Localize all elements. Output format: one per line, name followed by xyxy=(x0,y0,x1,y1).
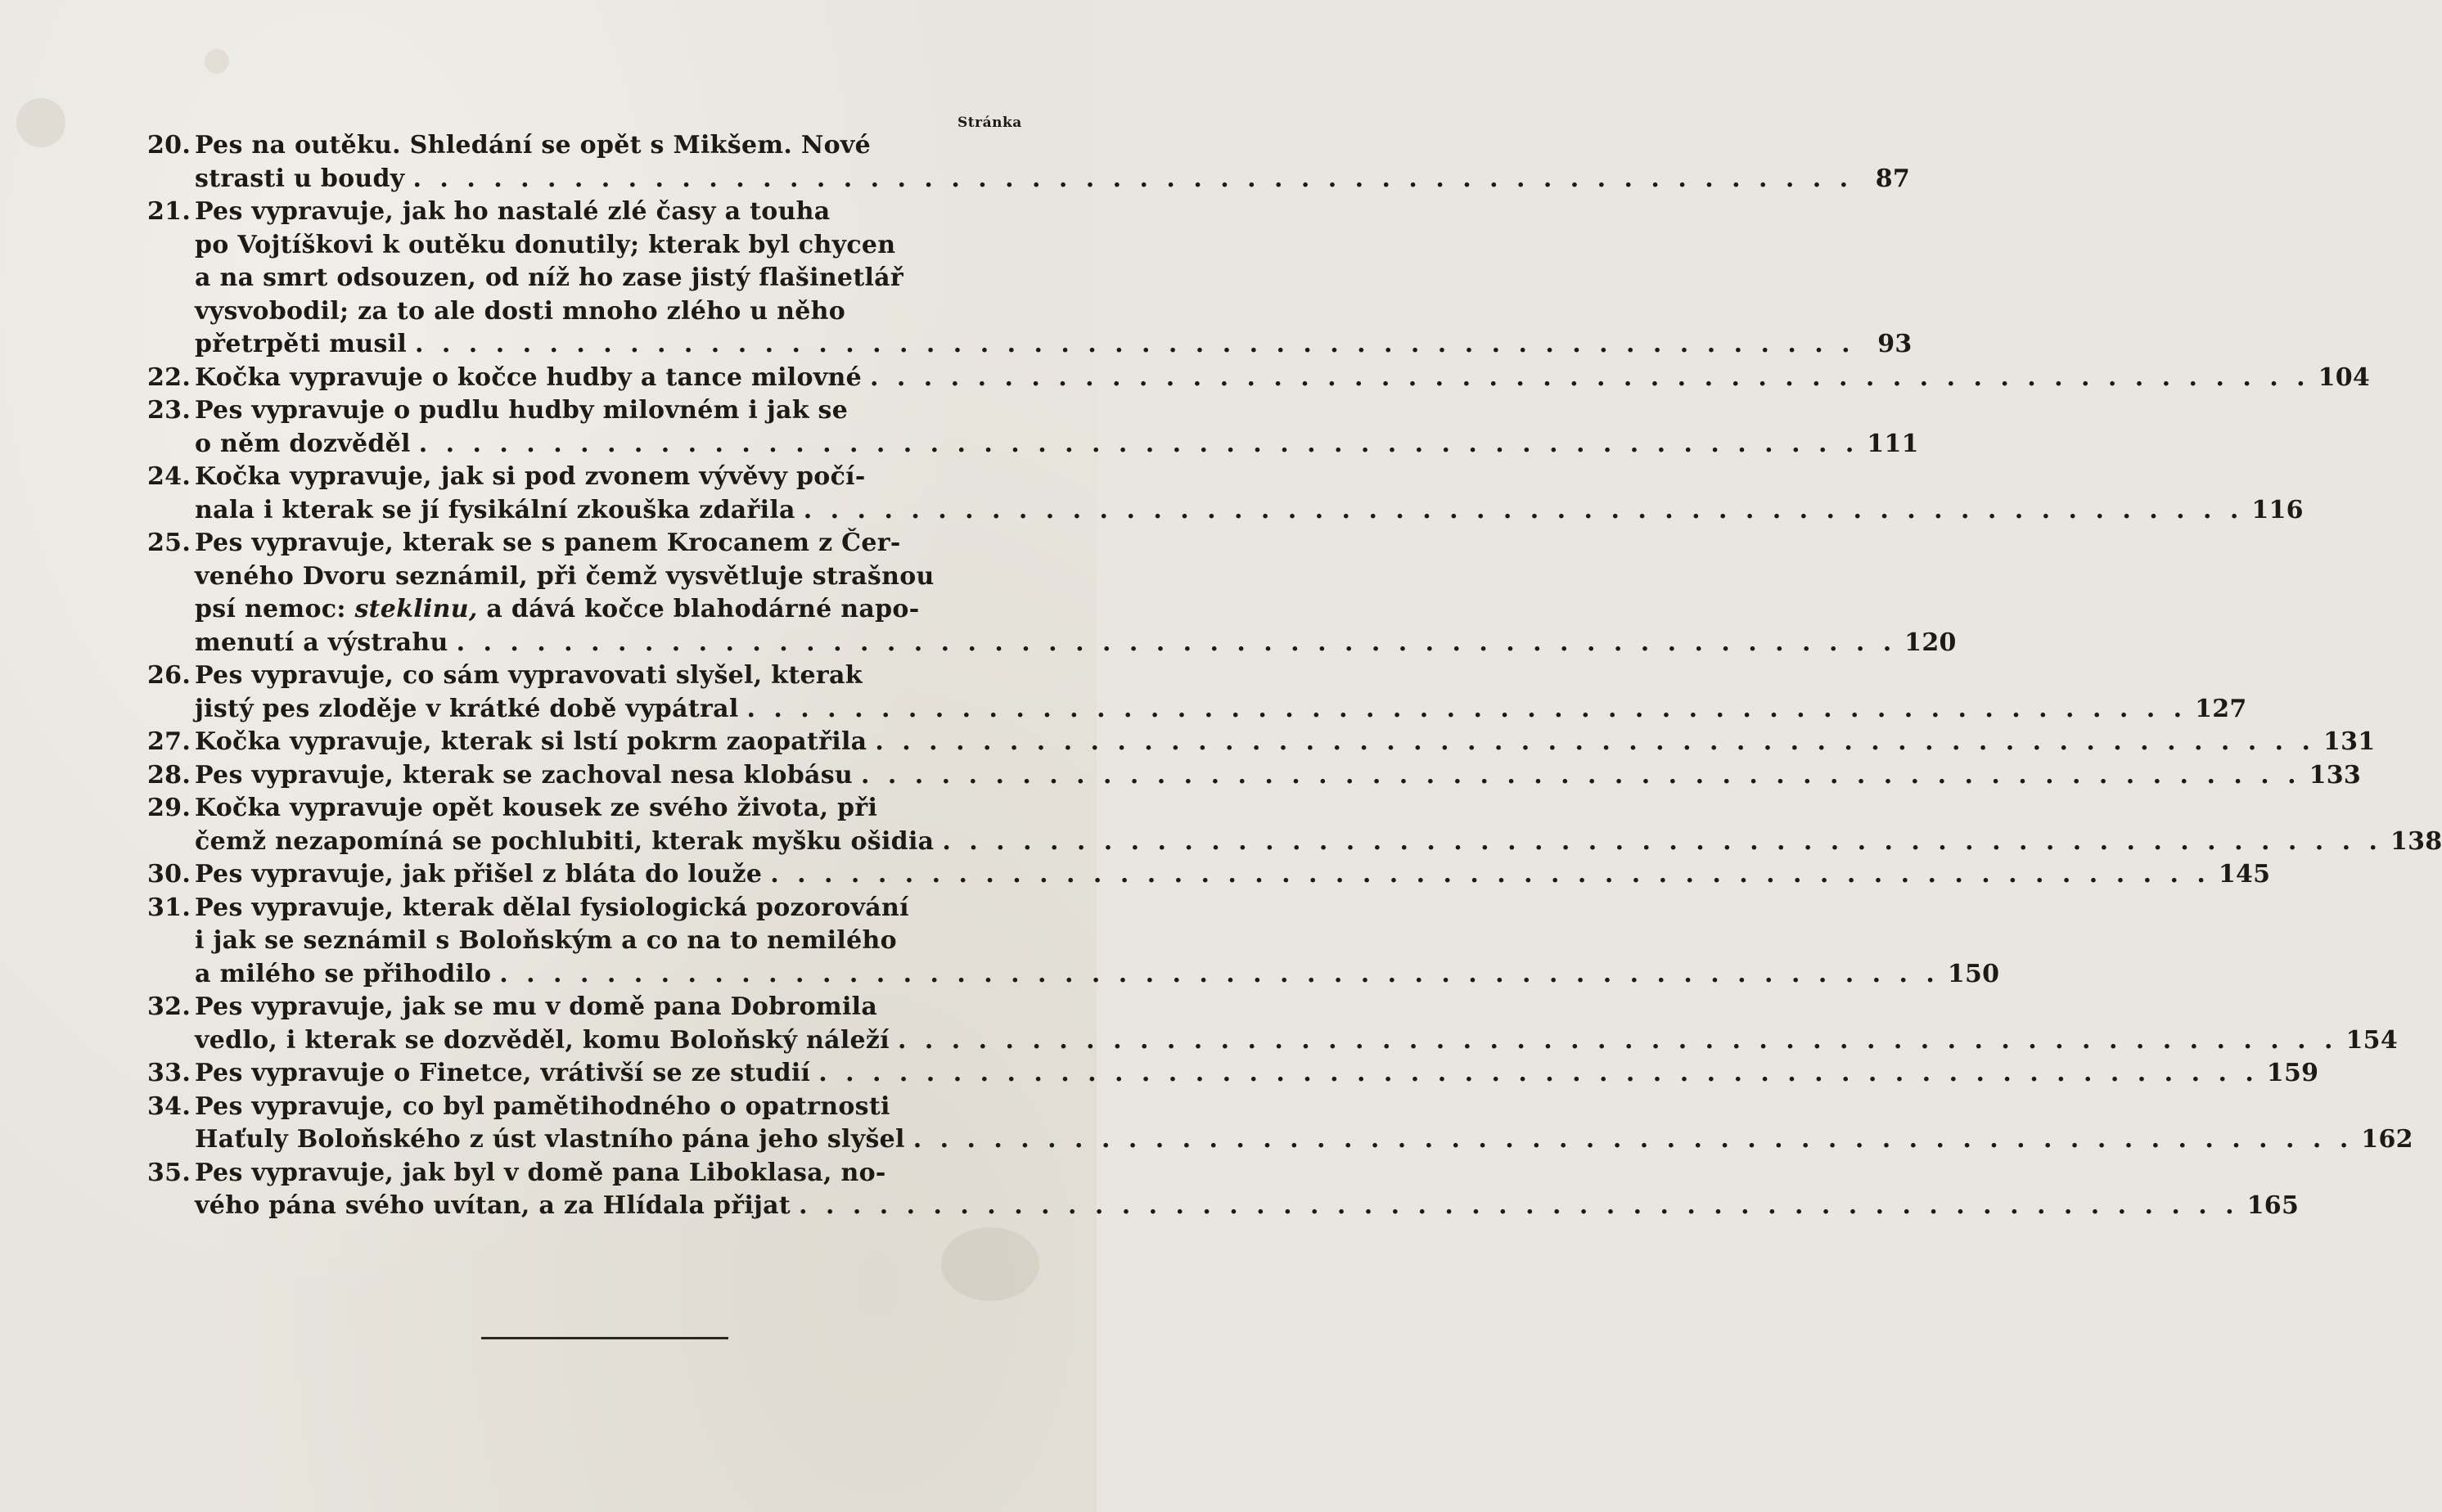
entry-text-line: jistý pes zloděje v krátké době vypátral xyxy=(195,694,739,723)
entry-body xyxy=(195,394,1919,461)
dot-leader xyxy=(942,826,2382,858)
entry-text-line: nala i kterak se jí fysikální zkouška zdařila xyxy=(195,495,795,524)
entry-last-line xyxy=(195,1123,2413,1157)
dot-leader xyxy=(419,428,1859,461)
entry-last-line xyxy=(195,759,2361,793)
dot-leader xyxy=(747,693,2187,726)
entry-body xyxy=(195,726,2375,759)
entry-text-line: strasti u boudy xyxy=(195,164,405,193)
entry-text-line: Pes vypravuje, jak přišel z bláta do louže xyxy=(195,860,763,889)
entry-last-line xyxy=(195,163,1910,196)
entry-last-line xyxy=(195,362,2370,395)
entry-number: 35. xyxy=(147,1158,191,1187)
toc-entry xyxy=(147,858,2271,892)
entry-text-line: vého pána svého uvítan, a za Hlídala přijat xyxy=(195,1191,791,1220)
entry-last-line xyxy=(195,693,2247,727)
entry-page-number: 127 xyxy=(2195,694,2247,723)
entry-page-number: 162 xyxy=(2361,1125,2413,1154)
paper-stain xyxy=(941,1227,1039,1301)
entry-text-segment: psí nemoc: xyxy=(195,595,355,623)
toc-entry xyxy=(147,759,2362,793)
entry-page-number: 154 xyxy=(2345,1025,2399,1055)
dot-leader xyxy=(861,759,2301,792)
entry-body xyxy=(195,659,2247,726)
entry-number: 29. xyxy=(147,794,191,822)
entry-text-segment: a dává kočce blahodárné napo- xyxy=(477,595,920,623)
closing-rule xyxy=(481,1337,728,1339)
entry-body xyxy=(195,1157,2299,1223)
entry-last-line xyxy=(195,1057,2318,1091)
entry-last-line xyxy=(195,826,2442,859)
dot-leader xyxy=(870,362,2310,394)
dot-leader xyxy=(898,1024,2338,1057)
entry-body xyxy=(195,858,2270,892)
entry-page-number: 120 xyxy=(1904,628,1957,657)
entry-text-line: veného Dvoru seznámil, při čemž vysvětluje strašnou xyxy=(195,561,935,591)
entry-text-line: o něm dozvěděl xyxy=(195,429,411,458)
entry-text-line: Pes vypravuje, jak ho nastalé zlé časy a touha xyxy=(195,197,831,226)
toc-entry xyxy=(147,362,2371,395)
entry-page-number: 104 xyxy=(2318,362,2371,392)
entry-page-number: 111 xyxy=(1867,429,1919,458)
dot-leader xyxy=(818,1057,2259,1090)
dot-leader xyxy=(799,1190,2239,1222)
entry-text-line: Pes vypravuje, kterak se zachoval nesa klobásu xyxy=(195,760,854,790)
entry-text-line: Kočka vypravuje, jak si pod zvonem vývěvy počí- xyxy=(195,462,866,491)
entry-text-line: Pes vypravuje o pudlu hudby milovném i jak se xyxy=(195,396,849,425)
dot-leader xyxy=(875,726,2315,758)
entry-text-line: menutí a výstrahu xyxy=(195,628,448,657)
entry-number: 34. xyxy=(147,1091,191,1121)
entry-body xyxy=(195,1091,2413,1157)
entry-body xyxy=(195,362,2370,395)
entry-last-line xyxy=(195,494,2304,528)
table-of-contents xyxy=(147,129,2442,1223)
entry-last-line xyxy=(195,627,1957,660)
entry-text-line: Pes vypravuje, co sám vypravovati slyšel, kterak xyxy=(195,661,863,690)
entry-body xyxy=(195,1057,2318,1091)
entry-number: 26. xyxy=(147,661,191,690)
entry-text-line: Pes na outěku. Shledání se opět s Mikšem. Nové xyxy=(195,131,872,160)
entry-page-number: 87 xyxy=(1875,164,1911,193)
entry-page-number: 145 xyxy=(2218,860,2271,889)
entry-page-number: 133 xyxy=(2309,760,2362,790)
entry-number: 33. xyxy=(147,1059,191,1087)
entry-number: 28. xyxy=(147,760,191,790)
dot-leader xyxy=(499,958,1940,991)
entry-page-number: 93 xyxy=(1877,330,1913,358)
entry-text-line: Pes vypravuje o Finetce, vrátivší se ze studií xyxy=(195,1059,811,1087)
entry-text-line: Kočka vypravuje opět kousek ze svého života, při xyxy=(195,794,878,822)
entry-last-line xyxy=(195,1024,2398,1058)
entry-page-number: 159 xyxy=(2266,1059,2319,1087)
entry-last-line xyxy=(195,328,1913,362)
entry-text-line: Pes vypravuje, kterak dělal fysiologická pozorování xyxy=(195,893,909,922)
toc-entry xyxy=(147,726,2376,759)
entry-text-line: a milého se přihodilo xyxy=(195,959,492,988)
entry-text-line: vedlo, i kterak se dozvěděl, komu Boloňský náleží xyxy=(195,1025,890,1055)
entry-text-line: vysvobodil; za to ale dosti mnoho zlého u něho xyxy=(195,296,846,326)
entry-number: 31. xyxy=(147,893,191,922)
entry-text-line xyxy=(195,593,1957,627)
entry-text-line: Pes vypravuje, jak se mu v domě pana Dobromila xyxy=(195,992,878,1021)
entry-text-line: Kočka vypravuje o kočce hudby a tance milovné xyxy=(195,362,863,392)
entry-number: 30. xyxy=(147,860,191,889)
paper-stain xyxy=(205,49,229,74)
entry-number: 32. xyxy=(147,992,191,1021)
entry-text-line: i jak se seznámil s Boloňským a co na to nemilého xyxy=(195,926,897,955)
entry-body xyxy=(195,196,1913,362)
dot-leader xyxy=(457,627,1897,659)
entry-text-line: Pes vypravuje, kterak se s panem Krocanem z Čer- xyxy=(195,529,901,557)
entry-number: 25. xyxy=(147,529,191,557)
entry-text-line: čemž nezapomíná se pochlubiti, kterak myšku ošidia xyxy=(195,826,935,856)
entry-page-number: 138 xyxy=(2390,826,2442,856)
toc-entry xyxy=(147,659,2247,726)
page-column-header: Stránka xyxy=(957,115,1022,131)
entry-last-line xyxy=(195,958,1999,992)
entry-text-line: po Vojtíškovi k outěku donutily; kterak byl chycen xyxy=(195,230,896,259)
paper-stain xyxy=(16,98,65,147)
entry-last-line xyxy=(195,428,1919,461)
entry-page-number: 165 xyxy=(2246,1191,2300,1220)
entry-page-number: 150 xyxy=(1947,959,2000,988)
entry-page-number: 131 xyxy=(2323,727,2376,756)
entry-text-line: Pes vypravuje, jak byl v domě pana Liboklasa, no- xyxy=(195,1158,886,1187)
entry-body xyxy=(195,792,2442,858)
toc-entry xyxy=(147,196,1913,362)
entry-number: 21. xyxy=(147,197,191,226)
entry-last-line xyxy=(195,726,2375,759)
entry-body xyxy=(195,759,2361,793)
entry-text-line: přetrpěti musil xyxy=(195,330,408,358)
dot-leader xyxy=(804,494,2244,527)
toc-entry xyxy=(147,129,1911,196)
toc-entry xyxy=(147,792,2442,858)
entry-body xyxy=(195,892,1999,992)
dot-leader xyxy=(770,858,2210,891)
entry-page-number: 116 xyxy=(2251,495,2304,524)
toc-entry xyxy=(147,991,2399,1057)
toc-entry xyxy=(147,1091,2413,1157)
dot-leader xyxy=(913,1123,2354,1156)
toc-entry xyxy=(147,1157,2300,1223)
entry-text-line: a na smrt odsouzen, od níž ho zase jistý flašinetlář xyxy=(195,263,904,292)
toc-entry xyxy=(147,1057,2319,1091)
entry-number: 24. xyxy=(147,462,191,491)
entry-number: 20. xyxy=(147,131,191,160)
entry-body xyxy=(195,461,2304,527)
entry-body xyxy=(195,129,1910,196)
entry-body xyxy=(195,991,2398,1057)
entry-text-line: Pes vypravuje, co byl pamětihodného o opatrnosti xyxy=(195,1091,890,1121)
entry-last-line xyxy=(195,1190,2299,1223)
entry-text-line: Haťuly Boloňského z úst vlastního pána jeho slyšel xyxy=(195,1125,905,1154)
entry-number: 23. xyxy=(147,396,191,425)
entry-text-line: Kočka vypravuje, kterak si lstí pokrm zaopatřila xyxy=(195,727,867,756)
dot-leader xyxy=(415,328,1855,361)
dot-leader xyxy=(413,163,1854,196)
entry-number: 22. xyxy=(147,362,191,392)
toc-entry xyxy=(147,527,1957,659)
entry-italic-term: steklinu, xyxy=(354,595,478,623)
entry-body xyxy=(195,527,1957,659)
toc-entry xyxy=(147,461,2304,527)
entry-number: 27. xyxy=(147,727,191,756)
toc-entry xyxy=(147,892,2000,992)
entry-last-line xyxy=(195,858,2270,892)
toc-entry xyxy=(147,394,1919,461)
